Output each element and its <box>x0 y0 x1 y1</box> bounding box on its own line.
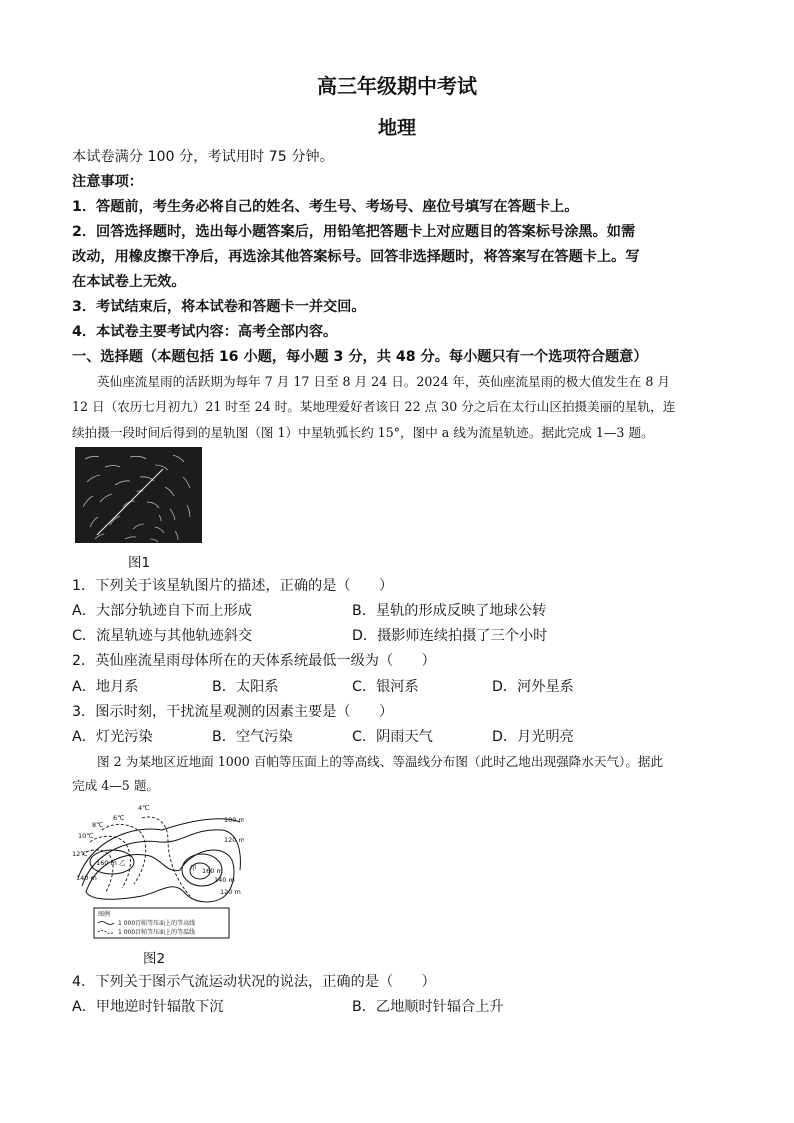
isotherm-label-12: 12℃ <box>72 850 88 858</box>
question-1-option-a: A．大部分轨迹自下而上形成 <box>72 603 252 619</box>
question-2-option-b: B．太阳系 <box>212 679 279 695</box>
question-3-stem: 3．图示时刻，干扰流星观测的因素主要是（ ） <box>72 704 394 720</box>
notice-4: 4．本试卷主要考试内容：高考全部内容。 <box>72 324 338 340</box>
question-4-option-b: B．乙地顺时针辐合上升 <box>352 999 504 1015</box>
isotherm-label-8: 8℃ <box>92 821 104 829</box>
legend-title: 图例 <box>98 911 111 918</box>
passage-2b: 完成 4—5 题。 <box>72 778 160 793</box>
question-2-option-d: D．河外星系 <box>492 679 574 695</box>
isoline-map-graphic <box>72 800 244 940</box>
question-3-option-a: A．灯光污染 <box>72 729 153 745</box>
contour-label-100: 100 m <box>224 816 244 824</box>
contour-label-160-b: 160 m <box>202 867 223 875</box>
contour-label-120-a: 120 m <box>224 836 244 844</box>
isotherm-label-4: 4℃ <box>138 804 150 812</box>
subject-title: 地理 <box>377 117 416 139</box>
figure-1-caption: 图1 <box>128 555 151 571</box>
question-4-option-a: A．甲地逆时针辐散下沉 <box>72 999 224 1015</box>
question-2-stem: 2．英仙座流星雨母体所在的天体系统最低一级为（ ） <box>72 653 436 669</box>
passage-2a: 图 2 为某地区近地面 1000 百帕等压面上的等高线、等温线分布图（此时乙地出现强降水天气）。据此 <box>97 754 664 769</box>
question-2-option-a: A．地月系 <box>72 679 139 695</box>
contour-label-120-b: 120 m <box>220 888 241 896</box>
contour-label-160-a: 160 m <box>96 859 117 867</box>
contour-label-140-a: 140 m <box>76 874 97 882</box>
passage-1a: 英仙座流星雨的活跃期为每年 7 月 17 日至 8 月 24 日。2024 年，英仙座流星雨的极大值发生在 8 月 <box>97 374 670 389</box>
contour-label-140-b: 140 m <box>214 876 235 884</box>
isotherm-label-6: 6℃ <box>113 814 125 822</box>
question-3-option-c: C．阴雨天气 <box>352 729 433 745</box>
place-label-yi: 乙 <box>119 859 126 867</box>
question-1-option-b: B．星轨的形成反映了地球公转 <box>352 603 547 619</box>
figure-2-caption: 图2 <box>143 951 166 967</box>
question-1-stem: 1．下列关于该星轨图片的描述，正确的是（ ） <box>72 578 394 594</box>
star-trail-graphic <box>75 447 202 543</box>
notice-heading: 注意事项： <box>72 174 143 190</box>
notice-2b: 改动，用橡皮擦干净后，再选涂其他答案标号。回答非选择题时，将答案写在答题卡上。写 <box>72 249 640 265</box>
star-trail-photo <box>75 447 202 543</box>
question-1-option-c: C．流星轨迹与其他轨迹斜交 <box>72 628 253 644</box>
isotherm-label-10: 10℃ <box>78 832 94 840</box>
notice-2a: 2．回答选择题时，选出每小题答案后，用铅笔把答题卡上对应题目的答案标号涂黑。如需 <box>72 224 636 240</box>
section-heading: 一、选择题（本题包括 16 小题，每小题 3 分，共 48 分。每小题只有一个选项符合题意） <box>72 349 648 365</box>
legend-isotherm-label: 1 000百帕等压面上的等温线 <box>118 929 196 936</box>
notice-1: 1．答题前，考生务必将自己的姓名、考生号、考场号、座位号填写在答题卡上。 <box>72 199 579 215</box>
passage-1b: 12 日（农历七月初九）21 时至 24 时。某地理爱好者该日 22 点 30 分之后在太行山区拍摄美丽的星轨，连 <box>72 399 676 414</box>
score-info: 本试卷满分 100 分，考试用时 75 分钟。 <box>72 149 334 165</box>
exam-title: 高三年级期中考试 <box>317 74 477 98</box>
question-3-option-b: B．空气污染 <box>212 729 293 745</box>
notice-3: 3．考试结束后，将本试卷和答题卡一并交回。 <box>72 299 366 315</box>
passage-1c: 续拍摄一段时间后得到的星轨图（图 1）中星轨弧长约 15°，图中 a 线为流星轨迹。据此完成 1—3 题。 <box>72 425 654 440</box>
place-label-jia: 甲 <box>190 864 197 872</box>
legend-contour-label: 1 000百帕等压面上的等高线 <box>118 920 196 927</box>
isoline-map <box>72 800 244 940</box>
question-2-option-c: C．银河系 <box>352 679 419 695</box>
notice-2c: 在本试卷上无效。 <box>72 274 186 290</box>
question-4-stem: 4．下列关于图示气流运动状况的说法，正确的是（ ） <box>72 974 436 990</box>
question-1-option-d: D．摄影师连续拍摄了三个小时 <box>352 628 548 644</box>
question-3-option-d: D．月光明亮 <box>492 729 574 745</box>
